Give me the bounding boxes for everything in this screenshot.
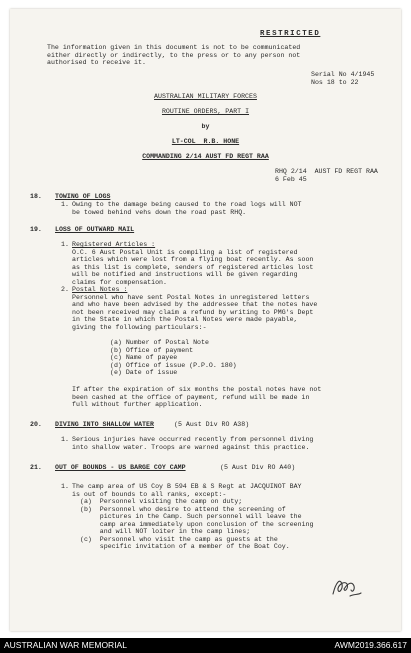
postal-line-4: in the State in which the Postal Notes were made payable,	[72, 316, 298, 323]
refund-line-1: If after the expiration of six months the postal notes have not	[72, 386, 322, 393]
by-line: by	[201, 123, 210, 130]
order-20-heading: DIVING INTO SHALLOW WATER	[55, 421, 154, 428]
document-page	[10, 9, 401, 631]
exception-a: (a) Personnel visiting the camp on duty;	[80, 498, 243, 505]
particular-a: (a) Number of Postal Note	[110, 339, 209, 346]
order-21-reference: (5 Aust Div RO A40)	[220, 464, 296, 471]
registered-line-4: will be notified and instructions will be given regarding	[72, 271, 298, 278]
order-19-item-1: 1.	[61, 241, 69, 248]
order-18-heading: TOWING OF LOGS	[55, 193, 111, 200]
registered-line-3: as this list is complete, senders of registered articles lost	[72, 263, 314, 271]
document-title: AUSTRALIAN MILITARY FORCES	[154, 93, 257, 100]
postal-notes-heading: Postal Notes :	[72, 286, 128, 293]
postal-line-5: giving the following particulars:-	[72, 323, 207, 331]
order-20-line-1: Serious injuries have occurred recently from personnel diving	[72, 436, 314, 443]
exception-c-2: specific invitation of a member of the Boat Coy.	[80, 543, 290, 550]
order-numbers: Nos 18 to 22	[311, 78, 359, 86]
exception-b-1: (b) Personnel who desire to attend the screening of	[80, 505, 286, 513]
order-21-line-1: The camp area of US Coy B 594 EB & S Regt at JACQUINOT BAY	[72, 483, 302, 490]
order-20-number: 20.	[30, 421, 42, 428]
handwritten-signature	[310, 567, 364, 608]
order-19-heading: LOSS OF OUTWARD MAIL	[55, 226, 135, 233]
registered-line-1: O.C. 6 Aust Postal Unit is compiling a list of registered	[72, 248, 298, 256]
order-20-item: 1.	[61, 436, 69, 443]
postal-line-2: and who have been advised by the addressee that the notes have	[72, 301, 318, 308]
particular-e: (e) Date of issue	[110, 369, 178, 376]
archive-footer	[0, 638, 411, 653]
exception-b-3: camp area immediately upon conclusion of the screening	[80, 520, 314, 528]
serial-number: Serial No 4/1945	[311, 71, 375, 78]
warning-line-3: authorised to receive it.	[47, 59, 146, 66]
exception-b-4: and will NOT loiter in the camp lines;	[80, 528, 251, 535]
order-19-number: 19.	[30, 226, 42, 233]
particular-b: (b) Office of payment	[110, 346, 194, 354]
order-21-item: 1.	[61, 483, 69, 490]
registered-line-5: claims for compensation.	[72, 278, 167, 286]
order-18-line-1: Owing to the damage being caused to the road logs will NOT	[72, 201, 302, 208]
warning-line-2: either directly or indirectly, to the press or to any person not	[47, 51, 301, 59]
postal-line-1: Personnel who have sent Postal Notes in unregistered letters	[72, 293, 310, 301]
signature-mark	[330, 574, 364, 600]
exception-c-1: (c) Personnel who visit the camp as guests at the	[80, 535, 278, 543]
restricted-stamp: RESTRICTED	[260, 30, 321, 38]
order-20-reference: (5 Aust Div RO A38)	[174, 421, 250, 428]
order-21-line-2: is out of bounds to all ranks, except:-	[72, 490, 227, 498]
registered-articles-heading: Registered Articles :	[72, 241, 156, 248]
headquarters: RHQ 2/14 AUST FD REGT RAA	[275, 168, 378, 175]
order-21-number: 21.	[30, 464, 42, 471]
refund-line-3: full without further application.	[72, 401, 203, 408]
registered-line-2: articles which were lost from a flying boat recently. As soon	[72, 256, 314, 263]
issuing-officer: LT-COL R.B. HONE	[171, 138, 240, 145]
command-title: COMMANDING 2/14 AUST FD REGT RAA	[142, 153, 269, 160]
exception-b-2: pictures in the Camp. Such personnel will leave the	[80, 513, 302, 520]
issue-date: 6 Feb 45	[275, 175, 307, 183]
order-18-number: 18.	[30, 193, 42, 200]
warning-line-1: The information given in this document is not to be communicated	[47, 44, 301, 51]
refund-line-2: been cashed at the office of payment, refund will be made in	[72, 393, 310, 401]
order-20-line-2: into shallow water. Troops are warned against this practice.	[72, 443, 310, 451]
footer-accession-number: AWM2019.366.617	[334, 640, 407, 650]
order-21-heading: OUT OF BOUNDS - US BARGE COY CAMP	[55, 464, 186, 471]
order-18-line-2: be towed behind vehs down the road past RHQ.	[72, 208, 247, 216]
order-19-item-2: 2.	[61, 286, 69, 293]
order-18-item: 1.	[61, 201, 69, 208]
footer-institution: AUSTRALIAN WAR MEMORIAL	[4, 640, 127, 650]
particular-d: (d) Office of issue (P.P.O. 180)	[110, 361, 237, 369]
particular-c: (c) Name of payee	[110, 354, 178, 361]
postal-line-3: not been received may claim a refund by writing to PMG's Dept	[72, 308, 314, 316]
document-subtitle: ROUTINE ORDERS, PART I	[161, 108, 250, 115]
